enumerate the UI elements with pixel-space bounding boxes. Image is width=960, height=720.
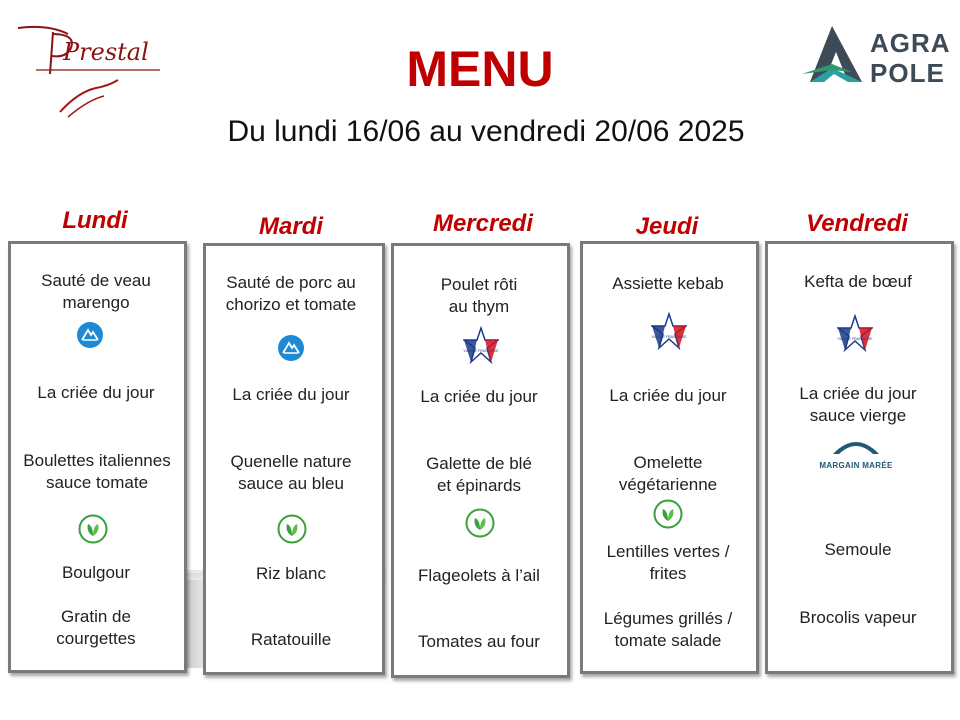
- menu-item: Flageolets à l’ail: [418, 566, 540, 585]
- leaf-icon: [465, 508, 495, 538]
- menu-item: Assiette kebab: [612, 274, 724, 293]
- menu-item: Kefta de bœuf: [804, 272, 912, 291]
- mountain-label-icon: [77, 322, 103, 348]
- menu-item: Ratatouille: [250, 630, 332, 649]
- day-header-lundi: Lundi: [62, 207, 128, 234]
- prestal-logo-text: Prestal: [63, 38, 149, 66]
- mountain-label-icon: [278, 335, 304, 361]
- menu-item: La criée du jour sauce vierge: [799, 384, 917, 425]
- leaf-icon: [277, 514, 307, 544]
- menu-item: La criée du jour: [37, 383, 155, 402]
- menu-item: Omelette végétarienne: [618, 453, 718, 494]
- day-header-vendredi: Vendredi: [806, 210, 908, 237]
- menu-item: Boulgour: [61, 563, 131, 582]
- agrapole-line1: AGRA: [870, 28, 951, 58]
- leaf-icon: [653, 499, 683, 529]
- menu-item: Boulettes italiennes sauce tomate: [23, 451, 171, 492]
- menu-item: Galette de blé et épinards: [426, 454, 532, 495]
- menu-item: Lentilles vertes / frites: [606, 542, 730, 583]
- agrapole-line2: POLE: [870, 58, 945, 88]
- day-header-jeudi: Jeudi: [635, 213, 699, 240]
- menu-item: La criée du jour: [232, 385, 350, 404]
- margain-maree-text: MARGAIN MARÉE: [819, 461, 893, 470]
- day-header-mercredi: Mercredi: [432, 210, 534, 237]
- menu-item: Quenelle nature sauce au bleu: [230, 452, 352, 493]
- viande-francaise-icon: [651, 312, 687, 352]
- menu-item: Semoule: [824, 540, 892, 559]
- menu-item: La criée du jour: [420, 387, 538, 406]
- viande-francaise-label: VIANDE FRANÇAISE: [651, 335, 687, 339]
- page-title: MENU: [406, 41, 554, 97]
- day-header-mardi: Mardi: [258, 213, 323, 240]
- menu-item: Gratin de courgettes: [56, 607, 136, 648]
- shadow-decoration: [185, 573, 205, 668]
- viande-francaise-label: VIANDE FRANÇAISE: [837, 337, 873, 341]
- viande-francaise-icon: [463, 326, 499, 366]
- viande-francaise-label: VIANDE FRANÇAISE: [463, 349, 499, 353]
- menu-item: Sauté de porc au chorizo et tomate: [225, 273, 357, 314]
- leaf-icon: [78, 514, 108, 544]
- menu-item: Riz blanc: [256, 564, 326, 583]
- menu-item: Poulet rôti au thym: [440, 275, 518, 316]
- menu-item: Sauté de veau marengo: [41, 271, 151, 312]
- viande-francaise-icon: [837, 314, 873, 354]
- menu-item: Brocolis vapeur: [799, 608, 917, 627]
- menu-item: Tomates au four: [418, 632, 540, 651]
- date-range: Du lundi 16/06 au vendredi 20/06 2025: [227, 115, 745, 148]
- menu-item: La criée du jour: [609, 386, 727, 405]
- menu-item: Légumes grillés / tomate salade: [603, 609, 733, 650]
- margain-maree-logo: [813, 436, 899, 470]
